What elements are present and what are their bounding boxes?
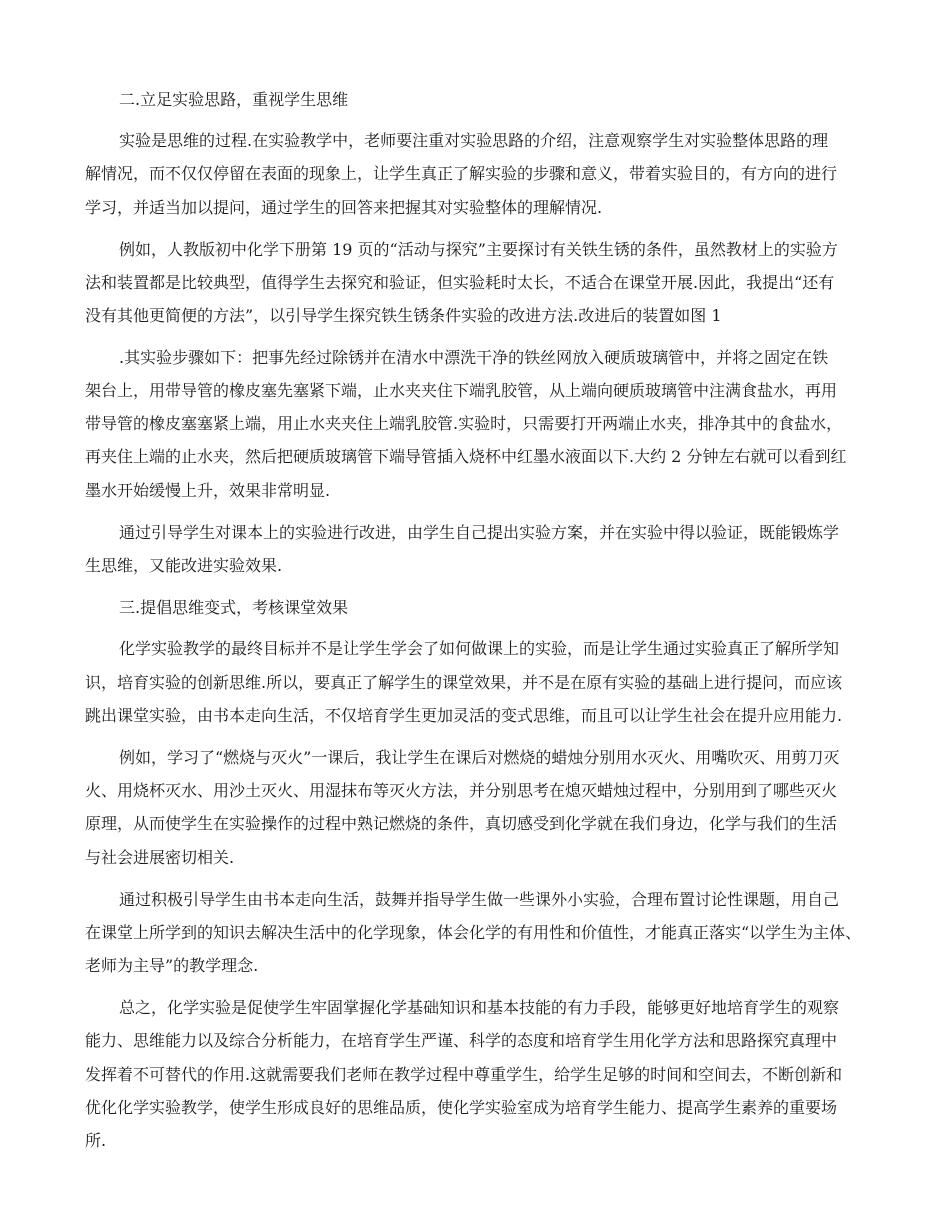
paragraph-line: 墨水开始缓慢上升，效果非常明显. <box>85 481 331 500</box>
paragraph-line: 法和装置都是比较典型，值得学生去探究和验证，但实验耗时太长，不适合在课堂开展.因此，我提出“还有 <box>85 273 835 292</box>
section-heading: 三.提倡思维变式，考核课堂效果 <box>119 598 349 617</box>
paragraph-line: 例如，学习了“燃烧与灭火”一课后，我让学生在课后对燃烧的蜡烛分别用水灭火、用嘴吹灭、用剪刀灭 <box>119 748 840 767</box>
paragraph-line: 通过引导学生对课本上的实验进行改进，由学生自己提出实验方案，并在实验中得以验证，既能锻炼学 <box>119 523 840 542</box>
paragraph-line: 解情况，而不仅仅停留在表面的现象上，让学生真正了解实验的步骤和意义，带着实验目的，有方向的进行 <box>85 164 838 183</box>
paragraph-line: 老师为主导”的教学理念. <box>85 956 259 975</box>
paragraph-line: 跳出课堂实验，由书本走向生活，不仅培育学生更加灵活的变式思维，而且可以让学生社会在提升应用能力. <box>85 706 843 725</box>
paragraph-line: 能力、思维能力以及综合分析能力，在培育学生严谨、科学的态度和培育学生用化学方法和思路探究真理中 <box>85 1031 838 1050</box>
paragraph-line: 发挥着不可替代的作用.这就需要我们老师在教学过程中尊重学生，给学生足够的时间和空间去，不断创新和 <box>85 1065 843 1084</box>
paragraph-line: 再夹住上端的止水夹，然后把硬质玻璃管下端导管插入烧杯中红墨水液面以下.大约 2 分钟左右就可以看到红 <box>85 447 847 466</box>
paragraph-line: 与社会进展密切相关. <box>85 848 235 867</box>
paragraph-line: 火、用烧杯灭水、用沙土灭火、用湿抹布等灭火方法，并分别思考在熄灭蜡烛过程中，分别用到了哪些灭火 <box>85 781 838 800</box>
paragraph-line: 生思维，又能改进实验效果. <box>85 556 283 575</box>
paragraph-line: 优化化学实验教学，使学生形成良好的思维品质，使化学实验室成为培育学生能力、提高学生素养的重要场 <box>85 1098 838 1117</box>
paragraph-line: 例如，人教版初中化学下册第 19 页的“活动与探究”主要探讨有关铁生锈的条件，虽然教材上的实验方 <box>119 240 838 259</box>
paragraph-line: 总之，化学实验是促使学生牢固掌握化学基础知识和基本技能的有力手段，能够更好地培育学生的观察 <box>119 998 840 1017</box>
paragraph-line: 带导管的橡皮塞塞紧上端，用止水夹夹住上端乳胶管.实验时，只需要打开两端止水夹，排净其中的食盐水， <box>85 414 843 433</box>
paragraph-line: .其实验步骤如下：把事先经过除锈并在清水中漂洗干净的铁丝网放入硬质玻璃管中，并将之固定在铁 <box>119 348 829 367</box>
paragraph-line: 所. <box>85 1131 107 1150</box>
paragraph-line: 原理，从而使学生在实验操作的过程中熟记燃烧的条件，真切感受到化学就在我们身边，化学与我们的生活 <box>85 814 838 833</box>
paragraph-line: 通过积极引导学生由书本走向生活，鼓舞并指导学生做一些课外小实验，合理布置讨论性课题，用自己 <box>119 890 840 909</box>
paragraph-line: 架台上，用带导管的橡皮塞先塞紧下端，止水夹夹住下端乳胶管，从上端向硬质玻璃管中注满食盐水，再用 <box>85 381 838 400</box>
section-heading: 二.立足实验思路，重视学生思维 <box>119 90 349 109</box>
paragraph-line: 没有其他更简便的方法”，以引导学生探究铁生锈条件实验的改进方法.改进后的装置如图 1 <box>85 306 722 325</box>
paragraph-line: 学习，并适当加以提问，通过学生的回答来把握其对实验整体的理解情况. <box>85 198 603 217</box>
paragraph-line: 识，培育实验的创新思维.所以，要真正了解学生的课堂效果，并不是在原有实验的基础上进行提问，而应该 <box>85 673 843 692</box>
paragraph-line: 在课堂上所学到的知识去解决生活中的化学现象，体会化学的有用性和价值性，才能真正落实“以学生为主体、 <box>85 923 862 942</box>
paragraph-line: 实验是思维的过程.在实验教学中，老师要注重对实验思路的介绍，注意观察学生对实验整体思路的理 <box>119 131 829 150</box>
paragraph-line: 化学实验教学的最终目标并不是让学生学会了如何做课上的实验，而是让学生通过实验真正了解所学知 <box>119 639 840 658</box>
